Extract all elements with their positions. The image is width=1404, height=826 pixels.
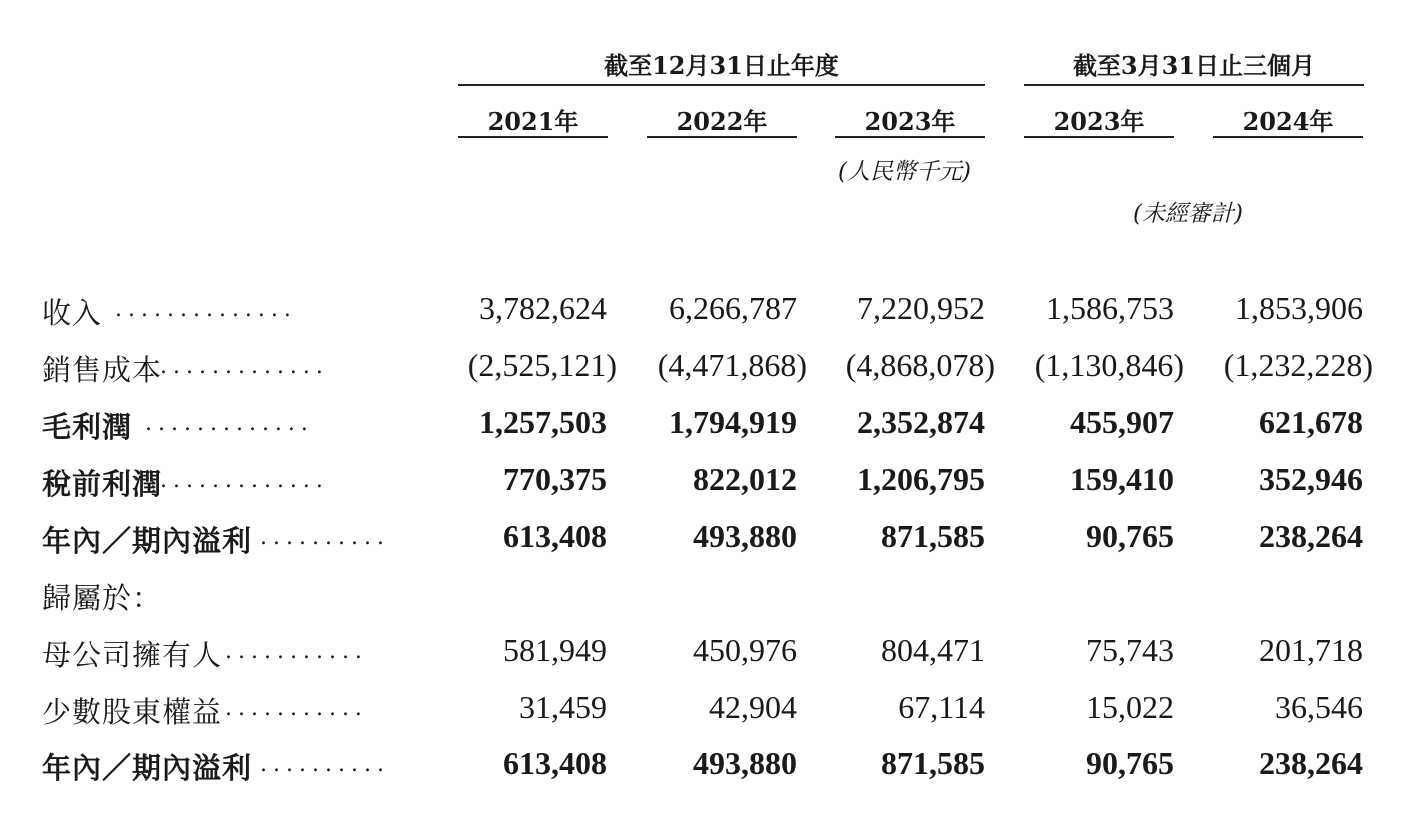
leader-dots: .......... <box>260 525 390 550</box>
row-label-profit-before-tax: 稅前利潤 <box>42 467 163 501</box>
gross-profit-q1-2024: 621,678 <box>1259 404 1363 440</box>
leader-dots: ............. <box>160 468 329 493</box>
profit-total-2022: 493,880 <box>693 745 797 781</box>
year-header-5: 2024年 <box>1242 107 1334 136</box>
owners-q1-2024: 201,718 <box>1259 632 1363 668</box>
profit-total-q1-2023: 90,765 <box>1086 745 1174 781</box>
cost-of-sales-q1-2024: (1,232,228) <box>1223 347 1373 383</box>
row-label-owners-of-parent: 母公司擁有人 <box>42 638 223 672</box>
row-label-cost-of-sales: 銷售成本 <box>42 353 163 387</box>
profit-q1-2023: 90,765 <box>1086 518 1174 554</box>
minority-2022: 42,904 <box>709 689 797 725</box>
profit-2021: 613,408 <box>503 518 607 554</box>
leader-dots: ............. <box>145 411 314 436</box>
unit-note: (人民幣千元) <box>838 159 971 185</box>
row-label-revenue: 收入 <box>42 296 103 330</box>
year-underline-2 <box>647 136 797 138</box>
year-header-1: 2021年 <box>487 107 579 136</box>
revenue-2021: 3,782,624 <box>479 290 607 326</box>
pbt-q1-2023: 159,410 <box>1070 461 1174 497</box>
year-underline-1 <box>458 136 608 138</box>
profit-total-2023: 871,585 <box>881 745 985 781</box>
profit-total-2021: 613,408 <box>503 745 607 781</box>
revenue-2022: 6,266,787 <box>669 290 797 326</box>
revenue-q1-2024: 1,853,906 <box>1235 290 1363 326</box>
cost-of-sales-2021: (2,525,121) <box>467 347 617 383</box>
minority-2021: 31,459 <box>519 689 607 725</box>
row-label-profit-total: 年內／期內溢利 <box>42 751 253 785</box>
group-header-annual: 截至12月31日止年度 <box>604 51 839 80</box>
group-underline-quarter <box>1024 84 1364 86</box>
profit-total-q1-2024: 238,264 <box>1259 745 1363 781</box>
unaudited-note: (未經審計) <box>1133 201 1243 227</box>
row-label-attributable-to: 歸屬於： <box>42 581 163 615</box>
cost-of-sales-2023: (4,868,078) <box>845 347 995 383</box>
gross-profit-2022: 1,794,919 <box>669 404 797 440</box>
minority-2023: 67,114 <box>898 689 985 725</box>
owners-q1-2023: 75,743 <box>1086 632 1174 668</box>
profit-2023: 871,585 <box>881 518 985 554</box>
gross-profit-2021: 1,257,503 <box>479 404 607 440</box>
owners-2022: 450,976 <box>693 632 797 668</box>
leader-dots: ........... <box>225 639 368 664</box>
group-underline-annual <box>458 84 985 86</box>
row-label-gross-profit: 毛利潤 <box>42 410 133 444</box>
gross-profit-2023: 2,352,874 <box>857 404 985 440</box>
gross-profit-q1-2023: 455,907 <box>1070 404 1174 440</box>
year-underline-3 <box>835 136 985 138</box>
minority-q1-2023: 15,022 <box>1086 689 1174 725</box>
pbt-2021: 770,375 <box>503 461 607 497</box>
owners-2023: 804,471 <box>881 632 985 668</box>
row-label-minority-interests: 少數股東權益 <box>42 695 223 729</box>
profit-2022: 493,880 <box>693 518 797 554</box>
revenue-2023: 7,220,952 <box>857 290 985 326</box>
leader-dots: .......... <box>260 752 390 777</box>
cost-of-sales-2022: (4,471,868) <box>657 347 807 383</box>
year-header-3: 2023年 <box>864 107 956 136</box>
year-underline-5 <box>1213 136 1363 138</box>
leader-dots: ............. <box>160 354 329 379</box>
pbt-2023: 1,206,795 <box>857 461 985 497</box>
pbt-2022: 822,012 <box>693 461 797 497</box>
year-underline-4 <box>1024 136 1174 138</box>
minority-q1-2024: 36,546 <box>1275 689 1363 725</box>
owners-2021: 581,949 <box>503 632 607 668</box>
leader-dots: ........... <box>225 696 368 721</box>
leader-dots: .............. <box>115 297 297 322</box>
revenue-q1-2023: 1,586,753 <box>1046 290 1174 326</box>
profit-q1-2024: 238,264 <box>1259 518 1363 554</box>
cost-of-sales-q1-2023: (1,130,846) <box>1034 347 1184 383</box>
row-label-profit-for-period: 年內／期內溢利 <box>42 524 253 558</box>
year-header-2: 2022年 <box>676 107 768 136</box>
pbt-q1-2024: 352,946 <box>1259 461 1363 497</box>
group-header-quarter: 截至3月31日止三個月 <box>1072 51 1316 80</box>
year-header-4: 2023年 <box>1053 107 1145 136</box>
